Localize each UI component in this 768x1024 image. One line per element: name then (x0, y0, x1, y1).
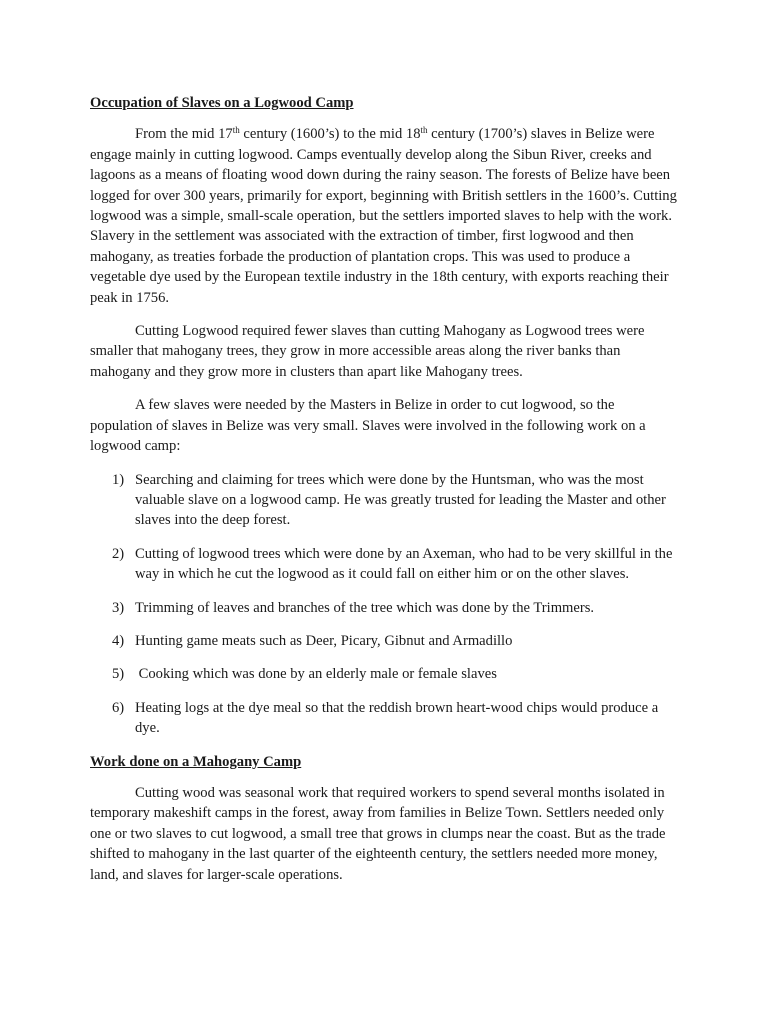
section-heading-logwood: Occupation of Slaves on a Logwood Camp (90, 95, 354, 111)
paragraph-slave-work-intro: A few slaves were needed by the Masters in Belize in order to cut logwood, so the population of slaves in Belize was very small. Slaves were involved in the following work on a logwood camp: (90, 397, 646, 455)
list-item (90, 664, 680, 684)
list-item (90, 598, 680, 618)
list-item (90, 631, 680, 651)
text-run: century (1600’s) to the mid 18 (239, 126, 421, 143)
paragraph-logwood-history (90, 124, 680, 308)
text-run: From the mid 17 (135, 126, 233, 143)
text-run: century (1700’s) slaves in Belize were engage mainly in cutting logwood. Camps eventually develop along the Sibun River, creeks and lagoons as a means of floating wood down during the rainy season. The forests of Belize have been logged for over 300 years, primarily for export, beginning with British settlers in the 1600’s. Cutting logwood was a simple, small-scale operation, but the settlers imported slaves to help with the work. Slavery in the settlement was associated with the extraction of timber, first logwood and then mahogany, as treaties forbade the production of plantation crops. This was used to produce a vegetable dye used by the European textile industry in the 18th century, with exports reaching their peak in 1756. (90, 126, 677, 306)
list-item-text: Cooking which was done by an elderly male or female slaves (135, 666, 497, 683)
list-item (90, 544, 680, 585)
logwood-work-list (90, 470, 680, 739)
list-item (90, 470, 680, 531)
section-heading-mahogany: Work done on a Mahogany Camp (90, 753, 302, 770)
superscript: th (420, 125, 428, 136)
document-body (90, 93, 680, 885)
list-item-text: Trimming of leaves and branches of the tree which was done by the Trimmers. (135, 599, 595, 616)
superscript: th (232, 125, 240, 136)
list-number: 2) (112, 545, 125, 562)
list-item (90, 698, 680, 739)
list-number: 1) (112, 471, 125, 488)
list-item-text: Cutting of logwood trees which were done by an Axeman, who had to be very skillful in the way in which he cut the logwood as it could fall on either him or on the other slaves. (135, 545, 673, 583)
list-number: 6) (112, 699, 125, 716)
paragraph-logwood-vs-mahogany: Cutting Logwood required fewer slaves than cutting Mahogany as Logwood trees were smaller that mahogany trees, they grow in more accessible areas along the river banks than mahogany and they grow more in clusters than apart like Mahogany trees. (90, 323, 645, 380)
paragraph-mahogany-camp: Cutting wood was seasonal work that required workers to spend several months isolated in temporary makeshift camps in the forest, away from families in Belize Town. Settlers needed only one or two slaves to cut logwood, a small tree that grows in clumps near the coast. But as the trade shifted to mahogany in the last quarter of the eighteenth century, the settlers needed more money, land, and slaves for larger-scale operations. (90, 784, 666, 883)
list-number: 4) (112, 632, 125, 649)
list-item-text: Searching and claiming for trees which were done by the Huntsman, who was the most valuable slave on a logwood camp. He was greatly trusted for leading the Master and other slaves into the deep forest. (135, 471, 666, 529)
list-number: 5) (112, 666, 125, 683)
list-number: 3) (112, 599, 125, 616)
list-item-text: Hunting game meats such as Deer, Picary, Gibnut and Armadillo (135, 632, 513, 649)
list-item-text: Heating logs at the dye meal so that the reddish brown heart-wood chips would produce a dye. (135, 699, 659, 737)
